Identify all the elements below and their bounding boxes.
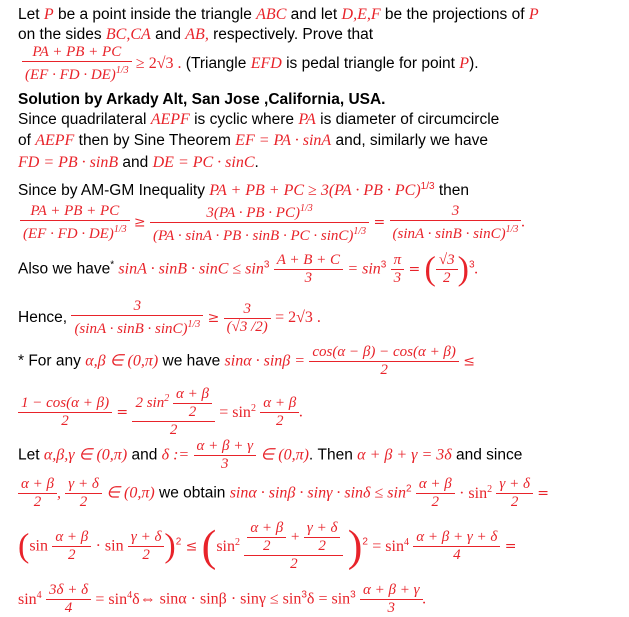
let-line: Let α,β,γ ∈ (0,π) and δ := $\frac{\alpha + \beta + \gamma}{3}$ ∈ (0,π). Then α + β + γ = 3δ and since: [18, 438, 523, 472]
fraction-3: $\frac{3}{(\sin A \cdot \sin B \cdot \sin C)^{1/3}}$: [390, 203, 522, 243]
solution-heading: Solution by Arkady Alt, San Jose ,California, USA.: [18, 91, 386, 108]
footnote-line-1: * For any α,β ∈ (0,π) we have sinα · sinβ = $\frac{\cos(\alpha - \beta) - \cos(\alpha + \beta)}{2}$ ≤: [18, 344, 475, 378]
problem-line-2: on the sides BC,CA and AB, respectively. Prove that: [18, 26, 374, 43]
fraction-chain-1: $\frac{PA + PB + PC}{(EF \cdot FD \cdot DE)^{1/3}}$ ≥ $\frac{3(PA \cdot PB \cdot PC)^{1/3}}{(PA \cdot \sin A \cdot PB \cdot \sin B \cdot PC \cdot \sin C)^{1/3}}$ = $\frac{3}{(\sin A \cdot \sin B \cdot \sin C)^{1/3}}$ .: [20, 200, 525, 245]
solution-line-2: of AEPF then by Sine Theorem EF = PA · sinA and, similarly we have: [18, 132, 488, 149]
solution-line-3: FD = PB · sinB and DE = PC · sinC.: [18, 154, 259, 171]
obtain-line: $\frac{\alpha + \beta}{2}$ , $\frac{\gamma + \delta}{2}$ ∈ (0,π) we obtain $\sin\alpha \cdot \sin\beta \cdot \sin\gamma \cdot \sin\delta \le \sin^2$ $\frac{\alpha + \beta}{2}$ · $\sin^2$ $\frac{\gamma + \delta}{2}$ =: [18, 476, 549, 511]
footnote-line-2: $\frac{1 - \cos(\alpha + \beta)}{2}$ = 2 $\sin^2$ $\frac{\alpha + \beta}{2}$ 2 = $\sin^2$ $\frac{\alpha + \beta}{2}$ .: [18, 386, 303, 439]
fraction-1: $\frac{PA + PB + PC}{(EF \cdot FD \cdot DE)^{1/3}}$: [20, 203, 130, 243]
solution-line-1: Since quadrilateral AEPF is cyclic where PA is diameter of circumcircle: [18, 111, 500, 128]
last-line: $\sin^4$ $\frac{3\delta + \delta}{4}$ = $\sin^4\delta\Leftrightarrow$ $\sin\alpha \cdot \sin\beta \cdot \sin\gamma \le \sin^3\delta = \sin^3$ $\frac{\alpha + \beta + \gamma}{3}$ .: [18, 582, 427, 616]
fraction-2: $\frac{3(PA \cdot PB \cdot PC)^{1/3}}{(PA \cdot \sin A \cdot PB \cdot \sin B \cdot PC \cdot \sin C)^{1/3}}$: [150, 200, 369, 245]
problem-inequality: $\frac{PA + PB + PC}{(EF \cdot FD \cdot DE)^{1/3}}$ ≥ 2√3 . (Triangle EFD is pedal triangle for point P).: [22, 44, 479, 84]
big-line: (sin $\frac{\alpha + \beta}{2}$ · sin $\frac{\gamma + \delta}{2}$ )$^2 \le (\sin^2$ $\frac{\alpha + \beta}{2}$ + $\frac{\gamma + \delta}{2}$ 2 )$^2 = \sin^4$ $\frac{\alpha + \beta + \gamma + \delta}{4}$ =: [18, 520, 517, 572]
problem-fraction: $\frac{PA + PB + PC}{(EF \cdot FD \cdot DE)^{1/3}}$: [22, 44, 132, 84]
solution-line-4: Since by AM-GM Inequality PA + PB + PC ≥ 3(PA · PB · PC)$^{1/3}$ then: [18, 181, 470, 199]
problem-line-1: Let P be a point inside the triangle ABC and let D,E,F be the projections of P: [18, 6, 539, 23]
hence-line: Hence, $\frac{3}{(\sin A \cdot \sin B \cdot \sin C)^{1/3}}$ ≥ $\frac{3}{(√3 /2)}$ = 2√3 .: [18, 298, 321, 337]
also-line: Also we have* $\sin A \cdot \sin B \cdot \sin C \le \sin^3$ $\frac{A + B + C}{3}$ = $\sin^3$ $\frac{\pi}{3}$ = ( $\frac{√3}{2}$ )$^3$.: [18, 250, 479, 288]
